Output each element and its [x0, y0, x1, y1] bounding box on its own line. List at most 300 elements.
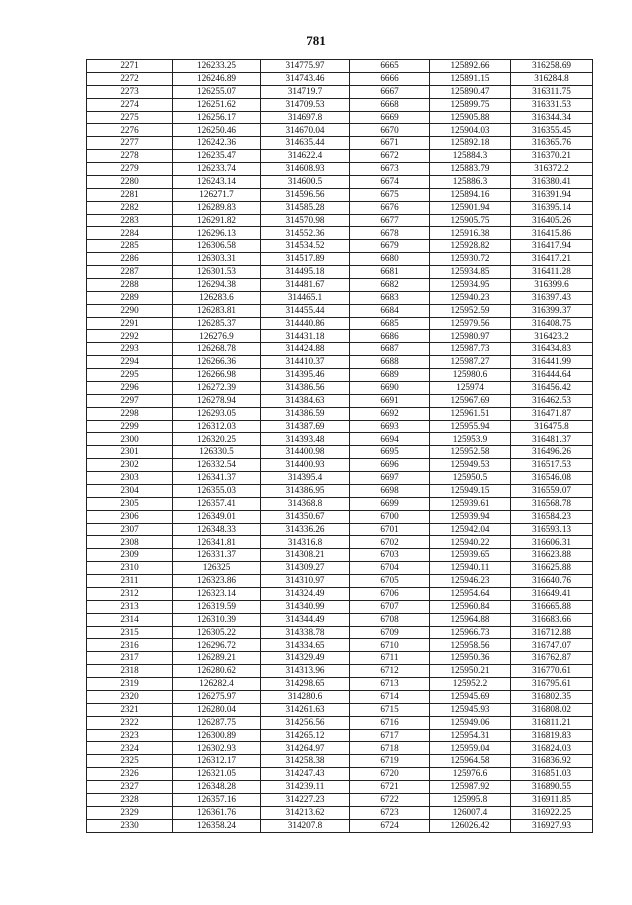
- point-number-cell: 2308: [87, 536, 173, 549]
- x-coordinate-cell: 126294.38: [173, 278, 261, 291]
- y-coordinate-cell: 314308.21: [261, 549, 350, 562]
- x-coordinate-cell: 125952.2: [430, 678, 511, 691]
- point-number-cell: 6695: [350, 446, 430, 459]
- point-number-cell: 2280: [87, 175, 173, 188]
- y-coordinate-cell: 316355.45: [511, 124, 593, 137]
- y-coordinate-cell: 316405.26: [511, 214, 593, 227]
- x-coordinate-cell: 126271.7: [173, 188, 261, 201]
- point-number-cell: 2316: [87, 639, 173, 652]
- table-row: [87, 317, 593, 330]
- x-coordinate-cell: 125890.47: [430, 85, 511, 98]
- y-coordinate-cell: 314265.12: [261, 729, 350, 742]
- y-coordinate-cell: 316462.53: [511, 394, 593, 407]
- x-coordinate-cell: 125953.9: [430, 433, 511, 446]
- table-row: [87, 652, 593, 665]
- point-number-cell: 2302: [87, 459, 173, 472]
- point-number-cell: 6691: [350, 394, 430, 407]
- point-number-cell: 2294: [87, 356, 173, 369]
- y-coordinate-cell: 316747.07: [511, 639, 593, 652]
- x-coordinate-cell: 126026.42: [430, 819, 511, 832]
- y-coordinate-cell: 314393.48: [261, 433, 350, 446]
- x-coordinate-cell: 125901.94: [430, 201, 511, 214]
- y-coordinate-cell: 314495.18: [261, 266, 350, 279]
- x-coordinate-cell: 125930.72: [430, 253, 511, 266]
- table-row: [87, 433, 593, 446]
- point-number-cell: 6712: [350, 665, 430, 678]
- y-coordinate-cell: 314400.98: [261, 446, 350, 459]
- table-body: [87, 60, 593, 833]
- point-number-cell: 6718: [350, 742, 430, 755]
- y-coordinate-cell: 314387.69: [261, 420, 350, 433]
- x-coordinate-cell: 125987.92: [430, 781, 511, 794]
- x-coordinate-cell: 126331.37: [173, 549, 261, 562]
- y-coordinate-cell: 314743.46: [261, 72, 350, 85]
- x-coordinate-cell: 126296.72: [173, 639, 261, 652]
- y-coordinate-cell: 316496.26: [511, 446, 593, 459]
- x-coordinate-cell: 126323.86: [173, 575, 261, 588]
- point-number-cell: 6715: [350, 703, 430, 716]
- x-coordinate-cell: 126289.21: [173, 652, 261, 665]
- x-coordinate-cell: 125945.69: [430, 690, 511, 703]
- y-coordinate-cell: 316444.64: [511, 369, 593, 382]
- x-coordinate-cell: 126289.83: [173, 201, 261, 214]
- x-coordinate-cell: 126348.28: [173, 781, 261, 794]
- table-row: [87, 394, 593, 407]
- y-coordinate-cell: 316824.03: [511, 742, 593, 755]
- coordinates-table: [86, 59, 593, 833]
- y-coordinate-cell: 316380.41: [511, 175, 593, 188]
- x-coordinate-cell: 126251.62: [173, 98, 261, 111]
- x-coordinate-cell: 126355.03: [173, 484, 261, 497]
- y-coordinate-cell: 314368.8: [261, 497, 350, 510]
- point-number-cell: 2297: [87, 394, 173, 407]
- x-coordinate-cell: 126361.76: [173, 806, 261, 819]
- y-coordinate-cell: 316411.28: [511, 266, 593, 279]
- table-row: [87, 60, 593, 73]
- y-coordinate-cell: 316417.21: [511, 253, 593, 266]
- table-row: [87, 510, 593, 523]
- point-number-cell: 6720: [350, 768, 430, 781]
- point-number-cell: 2293: [87, 343, 173, 356]
- y-coordinate-cell: 316471.87: [511, 407, 593, 420]
- x-coordinate-cell: 126323.14: [173, 587, 261, 600]
- point-number-cell: 6670: [350, 124, 430, 137]
- x-coordinate-cell: 125949.53: [430, 459, 511, 472]
- point-number-cell: 2290: [87, 304, 173, 317]
- table-row: [87, 613, 593, 626]
- point-number-cell: 6694: [350, 433, 430, 446]
- y-coordinate-cell: 314386.59: [261, 407, 350, 420]
- y-coordinate-cell: 314213.62: [261, 806, 350, 819]
- table-row: [87, 742, 593, 755]
- x-coordinate-cell: 125940.23: [430, 291, 511, 304]
- point-number-cell: 6675: [350, 188, 430, 201]
- y-coordinate-cell: 314709.53: [261, 98, 350, 111]
- y-coordinate-cell: 314309.27: [261, 562, 350, 575]
- table-row: [87, 562, 593, 575]
- x-coordinate-cell: 126332.54: [173, 459, 261, 472]
- y-coordinate-cell: 316311.75: [511, 85, 593, 98]
- x-coordinate-cell: 126242.36: [173, 137, 261, 150]
- x-coordinate-cell: 125886.3: [430, 175, 511, 188]
- y-coordinate-cell: 316395.14: [511, 201, 593, 214]
- y-coordinate-cell: 316365.76: [511, 137, 593, 150]
- point-number-cell: 2281: [87, 188, 173, 201]
- y-coordinate-cell: 314670.04: [261, 124, 350, 137]
- x-coordinate-cell: 125934.95: [430, 278, 511, 291]
- x-coordinate-cell: 126302.93: [173, 742, 261, 755]
- x-coordinate-cell: 125958.56: [430, 639, 511, 652]
- point-number-cell: 2306: [87, 510, 173, 523]
- table-row: [87, 291, 593, 304]
- point-number-cell: 6669: [350, 111, 430, 124]
- y-coordinate-cell: 316911.85: [511, 793, 593, 806]
- x-coordinate-cell: 126280.62: [173, 665, 261, 678]
- x-coordinate-cell: 126278.94: [173, 394, 261, 407]
- x-coordinate-cell: 126320.25: [173, 433, 261, 446]
- y-coordinate-cell: 314440.86: [261, 317, 350, 330]
- table-row: [87, 639, 593, 652]
- y-coordinate-cell: 314410.37: [261, 356, 350, 369]
- point-number-cell: 2328: [87, 793, 173, 806]
- point-number-cell: 2325: [87, 755, 173, 768]
- x-coordinate-cell: 125960.84: [430, 600, 511, 613]
- x-coordinate-cell: 125894.16: [430, 188, 511, 201]
- point-number-cell: 6702: [350, 536, 430, 549]
- x-coordinate-cell: 125934.85: [430, 266, 511, 279]
- point-number-cell: 6724: [350, 819, 430, 832]
- point-number-cell: 6701: [350, 523, 430, 536]
- point-number-cell: 6666: [350, 72, 430, 85]
- y-coordinate-cell: 314207.8: [261, 819, 350, 832]
- point-number-cell: 6678: [350, 227, 430, 240]
- point-number-cell: 6708: [350, 613, 430, 626]
- y-coordinate-cell: 314386.95: [261, 484, 350, 497]
- y-coordinate-cell: 314324.49: [261, 587, 350, 600]
- table-row: [87, 459, 593, 472]
- point-number-cell: 2329: [87, 806, 173, 819]
- table-row: [87, 188, 593, 201]
- x-coordinate-cell: 125940.11: [430, 562, 511, 575]
- x-coordinate-cell: 126303.31: [173, 253, 261, 266]
- y-coordinate-cell: 314258.38: [261, 755, 350, 768]
- point-number-cell: 2321: [87, 703, 173, 716]
- point-number-cell: 6706: [350, 587, 430, 600]
- point-number-cell: 2273: [87, 85, 173, 98]
- page-number: 781: [306, 33, 326, 48]
- point-number-cell: 2286: [87, 253, 173, 266]
- x-coordinate-cell: 126276.9: [173, 330, 261, 343]
- y-coordinate-cell: 316344.34: [511, 111, 593, 124]
- point-number-cell: 6711: [350, 652, 430, 665]
- table-row: [87, 472, 593, 485]
- point-number-cell: 6687: [350, 343, 430, 356]
- y-coordinate-cell: 316584.23: [511, 510, 593, 523]
- y-coordinate-cell: 316625.88: [511, 562, 593, 575]
- x-coordinate-cell: 125966.73: [430, 626, 511, 639]
- point-number-cell: 6689: [350, 369, 430, 382]
- point-number-cell: 6683: [350, 291, 430, 304]
- x-coordinate-cell: 126282.4: [173, 678, 261, 691]
- table-row: [87, 98, 593, 111]
- x-coordinate-cell: 125939.94: [430, 510, 511, 523]
- y-coordinate-cell: 314239.11: [261, 781, 350, 794]
- point-number-cell: 6676: [350, 201, 430, 214]
- point-number-cell: 2274: [87, 98, 173, 111]
- table-row: [87, 781, 593, 794]
- y-coordinate-cell: 314608.93: [261, 163, 350, 176]
- x-coordinate-cell: 125980.6: [430, 369, 511, 382]
- point-number-cell: 2289: [87, 291, 173, 304]
- y-coordinate-cell: 314600.5: [261, 175, 350, 188]
- table-row: [87, 137, 593, 150]
- table-row: [87, 343, 593, 356]
- y-coordinate-cell: 314552.36: [261, 227, 350, 240]
- y-coordinate-cell: 316517.53: [511, 459, 593, 472]
- x-coordinate-cell: 126283.81: [173, 304, 261, 317]
- table-row: [87, 446, 593, 459]
- y-coordinate-cell: 314635.44: [261, 137, 350, 150]
- y-coordinate-cell: 314697.8: [261, 111, 350, 124]
- point-number-cell: 6671: [350, 137, 430, 150]
- x-coordinate-cell: 125940.22: [430, 536, 511, 549]
- point-number-cell: 6709: [350, 626, 430, 639]
- y-coordinate-cell: 316712.88: [511, 626, 593, 639]
- y-coordinate-cell: 316481.37: [511, 433, 593, 446]
- y-coordinate-cell: 316890.55: [511, 781, 593, 794]
- point-number-cell: 2326: [87, 768, 173, 781]
- x-coordinate-cell: 126268.78: [173, 343, 261, 356]
- x-coordinate-cell: 126305.22: [173, 626, 261, 639]
- point-number-cell: 2296: [87, 381, 173, 394]
- point-number-cell: 2313: [87, 600, 173, 613]
- y-coordinate-cell: 316808.02: [511, 703, 593, 716]
- table-row: [87, 381, 593, 394]
- x-coordinate-cell: 125892.18: [430, 137, 511, 150]
- y-coordinate-cell: 316331.53: [511, 98, 593, 111]
- table-row: [87, 85, 593, 98]
- y-coordinate-cell: 316606.31: [511, 536, 593, 549]
- x-coordinate-cell: 125905.75: [430, 214, 511, 227]
- point-number-cell: 2301: [87, 446, 173, 459]
- table-row: [87, 523, 593, 536]
- y-coordinate-cell: 314298.65: [261, 678, 350, 691]
- y-coordinate-cell: 314264.97: [261, 742, 350, 755]
- table-row: [87, 665, 593, 678]
- x-coordinate-cell: 126233.74: [173, 163, 261, 176]
- x-coordinate-cell: 125954.64: [430, 587, 511, 600]
- point-number-cell: 6682: [350, 278, 430, 291]
- y-coordinate-cell: 314336.26: [261, 523, 350, 536]
- point-number-cell: 2330: [87, 819, 173, 832]
- point-number-cell: 2310: [87, 562, 173, 575]
- y-coordinate-cell: 316770.61: [511, 665, 593, 678]
- y-coordinate-cell: 316811.21: [511, 716, 593, 729]
- point-number-cell: 2295: [87, 369, 173, 382]
- point-number-cell: 6674: [350, 175, 430, 188]
- point-number-cell: 6716: [350, 716, 430, 729]
- y-coordinate-cell: 314386.56: [261, 381, 350, 394]
- table-row: [87, 369, 593, 382]
- x-coordinate-cell: 126325: [173, 562, 261, 575]
- point-number-cell: 6668: [350, 98, 430, 111]
- y-coordinate-cell: 314775.97: [261, 60, 350, 73]
- x-coordinate-cell: 126330.5: [173, 446, 261, 459]
- x-coordinate-cell: 125964.58: [430, 755, 511, 768]
- y-coordinate-cell: 314256.56: [261, 716, 350, 729]
- point-number-cell: 6679: [350, 240, 430, 253]
- table-row: [87, 420, 593, 433]
- x-coordinate-cell: 125987.73: [430, 343, 511, 356]
- point-number-cell: 6704: [350, 562, 430, 575]
- point-number-cell: 6699: [350, 497, 430, 510]
- point-number-cell: 2317: [87, 652, 173, 665]
- point-number-cell: 6713: [350, 678, 430, 691]
- y-coordinate-cell: 316258.69: [511, 60, 593, 73]
- table-row: [87, 755, 593, 768]
- x-coordinate-cell: 126235.47: [173, 150, 261, 163]
- x-coordinate-cell: 125945.93: [430, 703, 511, 716]
- table-row: [87, 214, 593, 227]
- x-coordinate-cell: 126296.13: [173, 227, 261, 240]
- point-number-cell: 2303: [87, 472, 173, 485]
- x-coordinate-cell: 126256.17: [173, 111, 261, 124]
- x-coordinate-cell: 125939.65: [430, 549, 511, 562]
- point-number-cell: 6703: [350, 549, 430, 562]
- point-number-cell: 2275: [87, 111, 173, 124]
- table-row: [87, 806, 593, 819]
- x-coordinate-cell: 125950.36: [430, 652, 511, 665]
- table-row: [87, 626, 593, 639]
- point-number-cell: 2315: [87, 626, 173, 639]
- point-number-cell: 6693: [350, 420, 430, 433]
- y-coordinate-cell: 316593.13: [511, 523, 593, 536]
- x-coordinate-cell: 125942.04: [430, 523, 511, 536]
- x-coordinate-cell: 126358.24: [173, 819, 261, 832]
- point-number-cell: 6698: [350, 484, 430, 497]
- y-coordinate-cell: 314395.4: [261, 472, 350, 485]
- table-row: [87, 575, 593, 588]
- x-coordinate-cell: 125955.94: [430, 420, 511, 433]
- x-coordinate-cell: 125946.23: [430, 575, 511, 588]
- y-coordinate-cell: 316819.83: [511, 729, 593, 742]
- x-coordinate-cell: 126300.89: [173, 729, 261, 742]
- y-coordinate-cell: 316802.35: [511, 690, 593, 703]
- x-coordinate-cell: 126287.75: [173, 716, 261, 729]
- y-coordinate-cell: 314481.67: [261, 278, 350, 291]
- y-coordinate-cell: 316397.43: [511, 291, 593, 304]
- table-row: [87, 227, 593, 240]
- x-coordinate-cell: 126348.33: [173, 523, 261, 536]
- x-coordinate-cell: 125892.66: [430, 60, 511, 73]
- x-coordinate-cell: 126266.36: [173, 356, 261, 369]
- point-number-cell: 6719: [350, 755, 430, 768]
- point-number-cell: 2272: [87, 72, 173, 85]
- x-coordinate-cell: 126293.05: [173, 407, 261, 420]
- y-coordinate-cell: 316399.6: [511, 278, 593, 291]
- x-coordinate-cell: 125949.06: [430, 716, 511, 729]
- x-coordinate-cell: 126301.53: [173, 266, 261, 279]
- table-row: [87, 240, 593, 253]
- y-coordinate-cell: 314596.56: [261, 188, 350, 201]
- table-row: [87, 678, 593, 691]
- y-coordinate-cell: 316372.2: [511, 163, 593, 176]
- x-coordinate-cell: 125976.6: [430, 768, 511, 781]
- x-coordinate-cell: 126312.03: [173, 420, 261, 433]
- point-number-cell: 6723: [350, 806, 430, 819]
- table-row: [87, 278, 593, 291]
- y-coordinate-cell: 316927.93: [511, 819, 593, 832]
- x-coordinate-cell: 126285.37: [173, 317, 261, 330]
- table-row: [87, 819, 593, 832]
- table-row: [87, 253, 593, 266]
- table-row: [87, 536, 593, 549]
- point-number-cell: 2299: [87, 420, 173, 433]
- point-number-cell: 6690: [350, 381, 430, 394]
- x-coordinate-cell: 125980.97: [430, 330, 511, 343]
- point-number-cell: 2319: [87, 678, 173, 691]
- x-coordinate-cell: 126357.41: [173, 497, 261, 510]
- y-coordinate-cell: 314316.8: [261, 536, 350, 549]
- y-coordinate-cell: 316568.78: [511, 497, 593, 510]
- y-coordinate-cell: 316475.8: [511, 420, 593, 433]
- point-number-cell: 6665: [350, 60, 430, 73]
- x-coordinate-cell: 125883.79: [430, 163, 511, 176]
- y-coordinate-cell: 316417.94: [511, 240, 593, 253]
- x-coordinate-cell: 125964.88: [430, 613, 511, 626]
- x-coordinate-cell: 125899.75: [430, 98, 511, 111]
- point-number-cell: 2287: [87, 266, 173, 279]
- y-coordinate-cell: 316623.88: [511, 549, 593, 562]
- point-number-cell: 6686: [350, 330, 430, 343]
- y-coordinate-cell: 316434.83: [511, 343, 593, 356]
- table-row: [87, 484, 593, 497]
- y-coordinate-cell: 316762.87: [511, 652, 593, 665]
- point-number-cell: 2277: [87, 137, 173, 150]
- table-row: [87, 729, 593, 742]
- x-coordinate-cell: 125954.31: [430, 729, 511, 742]
- point-number-cell: 2305: [87, 497, 173, 510]
- point-number-cell: 2298: [87, 407, 173, 420]
- point-number-cell: 2276: [87, 124, 173, 137]
- point-number-cell: 6717: [350, 729, 430, 742]
- point-number-cell: 2285: [87, 240, 173, 253]
- x-coordinate-cell: 126283.6: [173, 291, 261, 304]
- y-coordinate-cell: 316408.75: [511, 317, 593, 330]
- point-number-cell: 6697: [350, 472, 430, 485]
- y-coordinate-cell: 314313.96: [261, 665, 350, 678]
- point-number-cell: 2318: [87, 665, 173, 678]
- table-row: [87, 600, 593, 613]
- x-coordinate-cell: 126291.82: [173, 214, 261, 227]
- point-number-cell: 2292: [87, 330, 173, 343]
- y-coordinate-cell: 314517.89: [261, 253, 350, 266]
- y-coordinate-cell: 316922.25: [511, 806, 593, 819]
- y-coordinate-cell: 314400.93: [261, 459, 350, 472]
- x-coordinate-cell: 125950.21: [430, 665, 511, 678]
- y-coordinate-cell: 316836.92: [511, 755, 593, 768]
- table-row: [87, 201, 593, 214]
- table-row: [87, 356, 593, 369]
- x-coordinate-cell: 126341.81: [173, 536, 261, 549]
- point-number-cell: 2279: [87, 163, 173, 176]
- point-number-cell: 6681: [350, 266, 430, 279]
- table-row: [87, 690, 593, 703]
- y-coordinate-cell: 314455.44: [261, 304, 350, 317]
- table-row: [87, 175, 593, 188]
- table-row: [87, 150, 593, 163]
- x-coordinate-cell: 126319.59: [173, 600, 261, 613]
